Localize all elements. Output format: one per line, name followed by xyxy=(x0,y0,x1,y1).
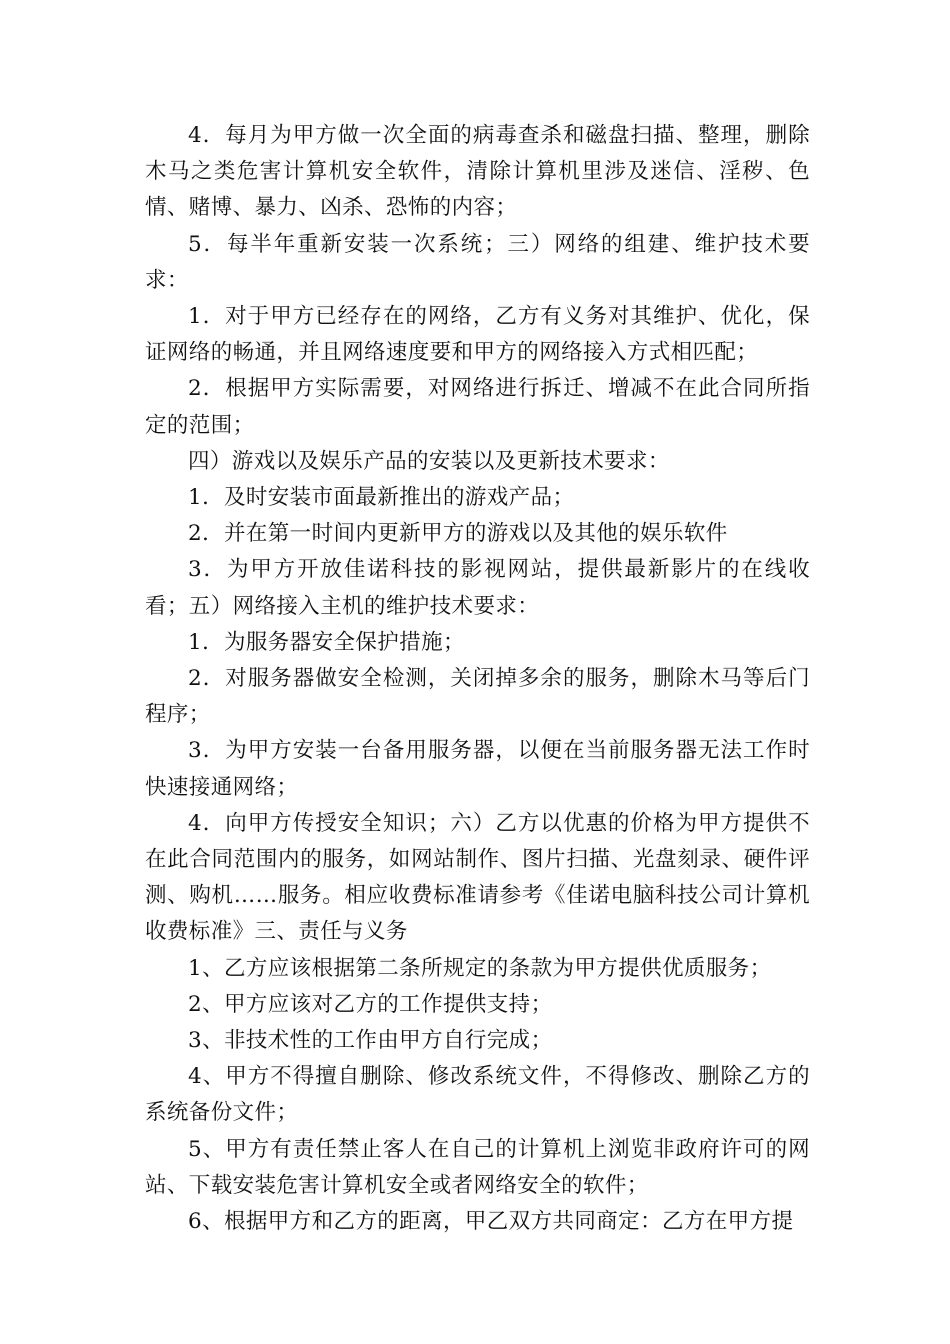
paragraph: 5、甲方有责任禁止客人在自己的计算机上浏览非政府许可的网站、下载安装危害计算机安全或者网络安全的软件； xyxy=(145,1136,810,1198)
paragraph: 1．为服务器安全保护措施； xyxy=(188,629,465,655)
paragraph: 1、乙方应该根据第二条所规定的条款为甲方提供优质服务； xyxy=(188,955,772,981)
paragraph: 3．为甲方开放佳诺科技的影视网站，提供最新影片的在线收看；五）网络接入主机的维护技术要求： xyxy=(145,557,810,619)
paragraph: 3．为甲方安装一台备用服务器，以便在当前服务器无法工作时快速接通网络； xyxy=(145,738,810,800)
paragraph: 5．每半年重新安装一次系统；三）网络的组建、维护技术要求： xyxy=(145,231,810,293)
paragraph: 四）游戏以及娱乐产品的安装以及更新技术要求： xyxy=(188,448,670,474)
paragraph: 2、甲方应该对乙方的工作提供支持； xyxy=(188,991,553,1017)
paragraph: 2．对服务器做安全检测，关闭掉多余的服务，删除木马等后门程序； xyxy=(145,666,810,728)
paragraph: 4．向甲方传授安全知识；六）乙方以优惠的价格为甲方提供不在此合同范围内的服务，如网站制作、图片扫描、光盘刻录、硬件评测、购机……服务。相应收费标准请参考《佳诺电脑科技公司计算机收费标准》三、责任与义务 xyxy=(145,810,810,945)
paragraph: 4．每月为甲方做一次全面的病毒查杀和磁盘扫描、整理，删除木马之类危害计算机安全软件，清除计算机里涉及迷信、淫秽、色情、赌博、暴力、凶杀、恐怖的内容； xyxy=(145,123,810,221)
paragraph: 2．并在第一时间内更新甲方的游戏以及其他的娱乐软件 xyxy=(188,521,728,547)
paragraph: 6、根据甲方和乙方的距离，甲乙双方共同商定：乙方在甲方提 xyxy=(188,1209,794,1235)
paragraph: 3、非技术性的工作由甲方自行完成； xyxy=(188,1028,553,1054)
paragraph: 4、甲方不得擅自删除、修改系统文件，不得修改、删除乙方的系统备份文件； xyxy=(145,1064,810,1126)
paragraph: 1．对于甲方已经存在的网络，乙方有义务对其维护、优化，保证网络的畅通，并且网络速度要和甲方的网络接入方式相匹配； xyxy=(145,304,810,366)
document-body xyxy=(145,118,810,1240)
paragraph: 2．根据甲方实际需要，对网络进行拆迁、增减不在此合同所指定的范围； xyxy=(145,376,810,438)
paragraph: 1．及时安装市面最新推出的游戏产品； xyxy=(188,485,575,511)
